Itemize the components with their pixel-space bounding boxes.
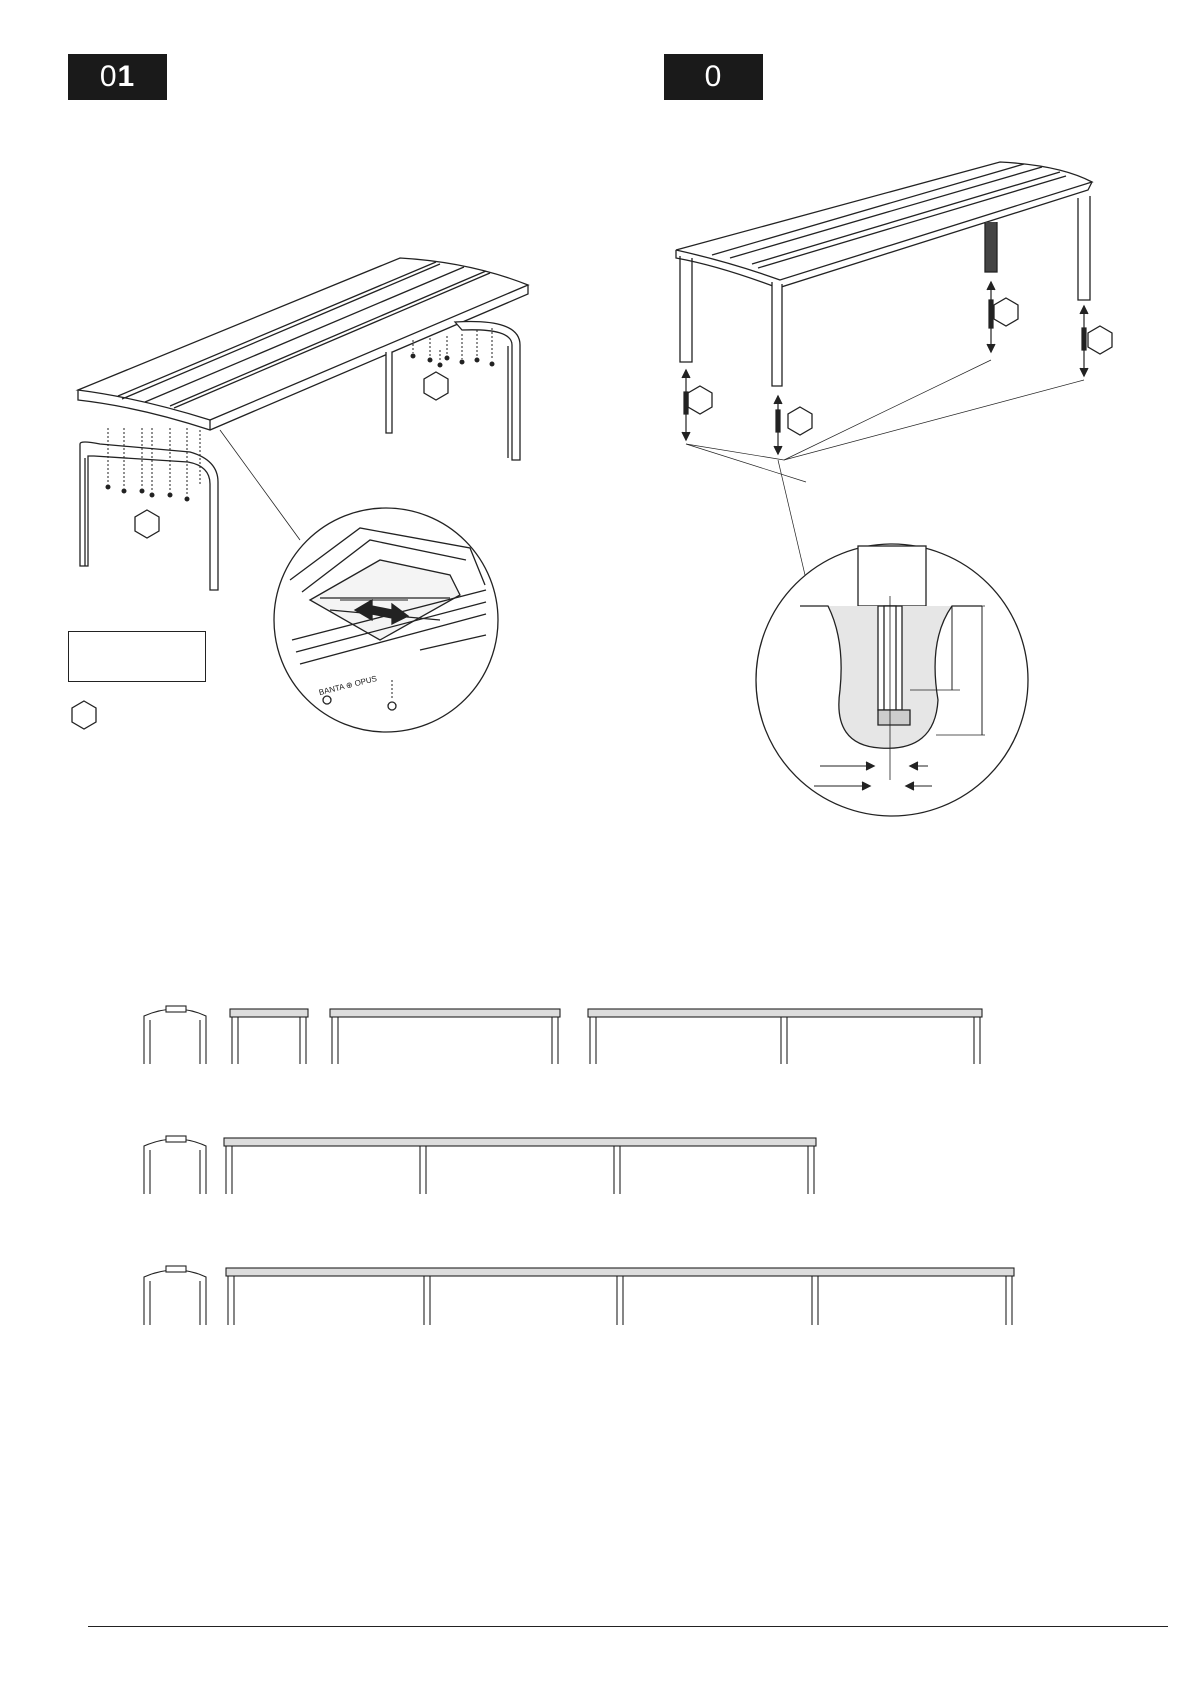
screws-right: [411, 328, 494, 367]
hexagon-icon: [688, 386, 712, 414]
detail-label: BANTA ⊕ OPUS: [317, 674, 378, 698]
detail-circle-2: [756, 544, 1028, 816]
step-number: 1: [117, 60, 136, 93]
step-number-prefix: 0: [704, 60, 723, 93]
hexagon-icon: [1088, 326, 1112, 354]
step-number-prefix: 0: [99, 60, 118, 93]
hexagon-icon: [994, 298, 1018, 326]
hexagon-icon: [72, 701, 96, 729]
elevation-views: [144, 1006, 1014, 1325]
step-2-illustration: [676, 162, 1112, 816]
note-box: [68, 631, 206, 682]
hexagon-icon: [424, 372, 448, 400]
detail-circle-1: [274, 508, 498, 732]
screws-left: [106, 428, 200, 501]
hexagon-icon: [135, 510, 159, 538]
hexagon-icon: [788, 407, 812, 435]
footer-rule: [88, 1626, 1168, 1627]
